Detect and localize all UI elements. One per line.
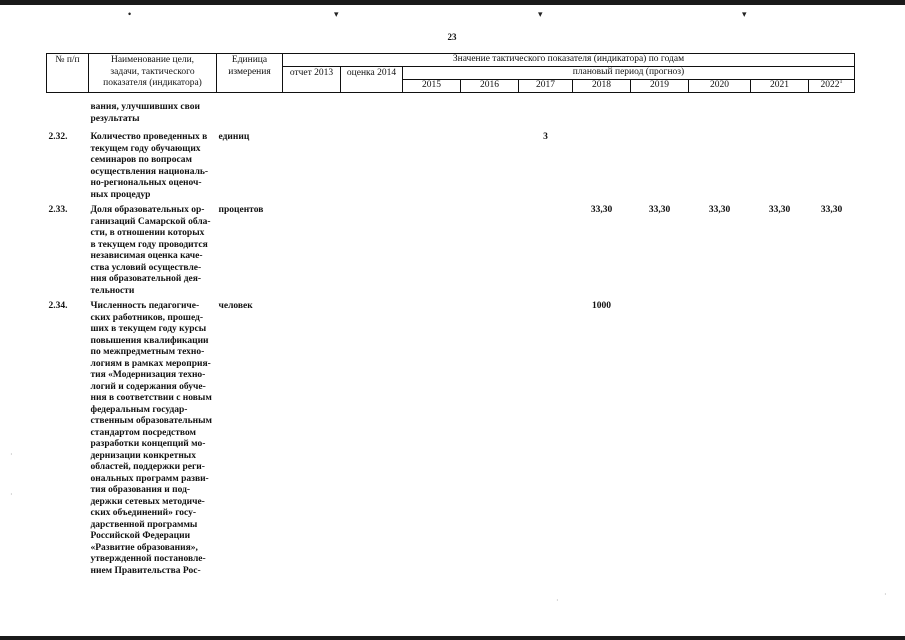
row-value: 1000 bbox=[592, 301, 611, 311]
row-value bbox=[403, 201, 461, 297]
row-value bbox=[341, 125, 403, 201]
header-year: 2016 bbox=[461, 80, 519, 93]
row-number: 2.33. bbox=[48, 205, 68, 215]
row-number: 2.32. bbox=[48, 132, 68, 142]
scan-mark: ▾ bbox=[538, 9, 543, 19]
header-plan-period: плановый период (прогноз) bbox=[403, 67, 855, 80]
row-value bbox=[461, 125, 519, 201]
row-value bbox=[631, 125, 689, 201]
row-indicator-name: Доля образовательных ор- ганизаций Самарской обла- сти, в отношении которых в текущем году проводится независимая оценка каче- ства условий осуществле- ния образовательной дея- тельности bbox=[90, 205, 211, 296]
row-indicator-name: Численность педагогиче- ских работников, прошед- ших в текущем году курсы повышения квалификации по межпредметным техно- логиям в рамках мероприя- тия «Модернизация техно- логий и содержания обуче- ния в соответствии с новым федеральным государ- ственным образовательным стандартом посредством разработки концепций мо- дернизации конкретных областей, поддержки реги- ональных программ разви- тия образования и под- держки сетевых методиче- ских объединений» госу- дарственной программы Российской Федерации «Развитие образования», утвержденной постановле- нием Правительства Рос- bbox=[90, 301, 212, 576]
row-value bbox=[341, 297, 403, 577]
row-value: 33,30 bbox=[768, 205, 791, 215]
row-indicator-name: Количество проведенных в текущем году обучающих семинаров по вопросам осуществления националь- но-региональных оценоч- ных процедур bbox=[90, 132, 209, 200]
row-value bbox=[751, 297, 809, 577]
continuation-text: вания, улучшивших свои результаты bbox=[90, 102, 200, 124]
row-value bbox=[461, 297, 519, 577]
row-value bbox=[403, 125, 461, 201]
row-value bbox=[573, 125, 631, 201]
row-value bbox=[519, 201, 573, 297]
row-value bbox=[809, 297, 855, 577]
row-value bbox=[519, 297, 573, 577]
header-name: Наименование цели, задачи, тактического показателя (индикатора) bbox=[89, 54, 217, 93]
row-value bbox=[689, 297, 751, 577]
scan-artifact: · bbox=[10, 450, 13, 459]
scan-artifact: · bbox=[556, 596, 559, 605]
row-value: 33,30 bbox=[648, 205, 671, 215]
indicators-table bbox=[46, 53, 855, 577]
row-value bbox=[341, 201, 403, 297]
row-unit: процентов bbox=[218, 205, 264, 215]
scan-top-border bbox=[0, 0, 905, 5]
table-row bbox=[47, 125, 855, 201]
page-number: 23 bbox=[447, 32, 457, 42]
scan-mark: ▾ bbox=[742, 9, 747, 19]
scan-bottom-border bbox=[0, 636, 905, 640]
header-values-group: Значение тактического показателя (индикатора) по годам bbox=[283, 54, 855, 67]
table-row bbox=[47, 201, 855, 297]
header-year: 2017 bbox=[519, 80, 573, 93]
row-unit: человек bbox=[218, 301, 253, 311]
row-value: 33,30 bbox=[590, 205, 613, 215]
row-value bbox=[283, 125, 341, 201]
header-estimate-2014: оценка 2014 bbox=[341, 67, 403, 93]
table-row-continuation bbox=[47, 93, 855, 126]
header-year-2022: 2022$^1$ bbox=[809, 80, 855, 93]
row-value bbox=[403, 297, 461, 577]
table-row bbox=[47, 297, 855, 577]
row-number: 2.34. bbox=[48, 301, 68, 311]
row-value bbox=[631, 297, 689, 577]
row-value bbox=[461, 201, 519, 297]
row-value bbox=[283, 201, 341, 297]
row-value: 3 bbox=[543, 132, 548, 142]
row-value: 33,30 bbox=[708, 205, 731, 215]
row-value bbox=[751, 125, 809, 201]
header-report-2013: отчет 2013 bbox=[283, 67, 341, 93]
row-value bbox=[689, 125, 751, 201]
row-value bbox=[809, 125, 855, 201]
header-number: № п/п bbox=[47, 54, 89, 93]
header-unit: Единица измерения bbox=[217, 54, 283, 93]
header-year: 2020 bbox=[689, 80, 751, 93]
scan-artifact: · bbox=[884, 590, 887, 599]
scan-artifact: · bbox=[10, 490, 13, 499]
scan-mark: • bbox=[128, 9, 132, 19]
row-value: 33,30 bbox=[820, 205, 843, 215]
header-year: 2018 bbox=[573, 80, 631, 93]
row-value bbox=[283, 297, 341, 577]
footnote-mark: 1 bbox=[839, 79, 843, 86]
header-year: 2019 bbox=[631, 80, 689, 93]
scan-mark: ▾ bbox=[334, 9, 339, 19]
header-year: 2015 bbox=[403, 80, 461, 93]
header-year: 2021 bbox=[751, 80, 809, 93]
row-unit: единиц bbox=[218, 132, 250, 142]
